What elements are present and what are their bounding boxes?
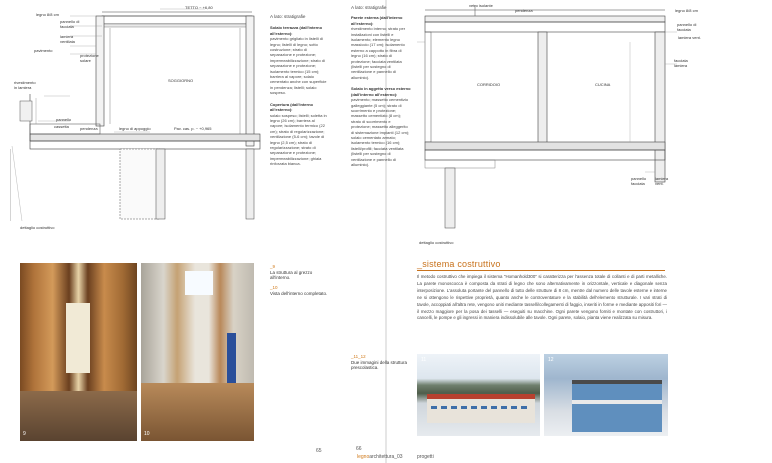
left-page: [0, 0, 385, 463]
spec-column-left: [270, 14, 328, 167]
brand-series: architettura_03: [369, 454, 403, 460]
spec-block: [351, 15, 411, 80]
photo-number: 10: [144, 431, 150, 437]
wall-right: [246, 16, 254, 146]
spec-block: [270, 102, 328, 167]
label-pendenza: pendenza: [515, 8, 533, 13]
wall-center: [538, 32, 547, 144]
label-pannello-facciata: pannello di facciata: [60, 19, 80, 29]
spec-title: Solaio in aggetto verso esterno (dall'interno all'esterno):: [351, 86, 411, 97]
section-title: _sistema costruttivo: [417, 259, 501, 269]
label-pannello: pannello: [56, 117, 72, 122]
spec-column-right: [351, 5, 411, 167]
label-quota: Pav. cas. p. ~ +0,965: [174, 126, 212, 131]
label-protezione: protezione solare: [80, 53, 99, 63]
label-legno: legno 8/8 cm: [36, 12, 59, 17]
drawing-title-right: dettaglio costruttivo: [419, 240, 454, 245]
label-lamiera-vent: lamiera vent.: [655, 176, 669, 186]
photo-number: 11: [421, 357, 427, 363]
page-number-left: 65: [316, 448, 322, 454]
label-pendenza: pendenza: [80, 126, 98, 131]
spec-text: pavimento grigliato in listelli di legno; listelli di legno; sotto costruzione; strato di separazione e protezione; impermeabilizzazione; strato di separazione e protezione; isolamento termico (15 cm); barriera al vapore; solaio cementato anche con superficie in pendenza; listelli; solaio sospeso.: [270, 36, 327, 96]
photo-number: 12: [548, 357, 554, 363]
photo-11: [417, 354, 540, 436]
drawing-title-left: dettaglio costruttivo: [20, 225, 55, 230]
caption-9: [270, 264, 330, 281]
photo-10: [141, 263, 254, 441]
label-legno-appoggio: legno di appoggio: [119, 126, 151, 131]
label-pannello-facc: pannello facciata: [631, 176, 647, 186]
room-label-corridoio: CORRIDOIO: [477, 82, 501, 87]
caption-number: _10: [270, 285, 278, 290]
label-lamiera: lamiera vent.: [678, 35, 701, 40]
label-pavimento: pavimento: [34, 48, 53, 53]
caption-text: La struttura al grezzo all'interno.: [270, 269, 313, 280]
brand-name: legno: [357, 454, 370, 460]
spec-title: Copertura (dall'interno all'esterno):: [270, 101, 313, 113]
footer-section: progetti: [417, 454, 434, 460]
roof-slab: [425, 16, 665, 22]
roof-slab: [102, 16, 252, 24]
room-label-cucina: CUCINA: [595, 82, 611, 87]
caption-text: Due immagini della struttura prescolastica.: [351, 359, 408, 370]
wall-left: [425, 32, 431, 142]
label-legno: legno 8/8 cm: [675, 8, 698, 13]
caption-11-12: [351, 354, 411, 371]
spec-heading: A lato: stratigrafie: [270, 14, 306, 19]
wall-right: [655, 32, 665, 182]
page-number-right: 66: [356, 446, 362, 452]
spec-text: rivestimento interno; strato per installazioni con listelli e isolamento; elemento legno massiccio (17 cm); isolamento esterno a cappotto in fibra di legno (16 cm); strato di protezione; facciata ventilata (listelli per sostegno di ventilazione e pannello di alluminio).: [351, 26, 406, 80]
label-tetto: TETTO ~ +6,80: [185, 5, 213, 10]
room-label-soggiorno: SOGGIORNO: [168, 78, 194, 83]
label-facciata-lamiera: facciata lamiera: [674, 58, 688, 68]
spec-title: Parete esterna (dall'interno all'esterno):: [351, 15, 403, 26]
section-drawing-right: [415, 2, 695, 232]
floor-slab: [425, 142, 665, 150]
photo-12: [544, 354, 668, 436]
section-rule: [417, 270, 665, 271]
caption-10: [270, 285, 330, 296]
label-pannello-facciata: pannello di facciata: [677, 22, 697, 32]
section-drawing-left: [10, 6, 268, 221]
label-rivestimento: rivestimento in lamiera: [14, 80, 36, 90]
photo-number: 9: [23, 431, 26, 437]
spec-title: Solaio terrazza (dall'interno all'esterno):: [270, 25, 323, 36]
label-lamiera: lamiera ventilata: [60, 34, 75, 44]
spec-block: [270, 25, 328, 95]
floor-slab: [30, 134, 260, 141]
spec-text: solaio sospeso; listelli; soletta in legno (26 cm); barriera al vapore; isolamento termico (22 cm); strato di regolarizzazione; ventilazione (5-6 cm); tavole di legno (2,5 cm); strato di regolarizzazione; strato di separazione e protezione; impermeabilizzazione; ghiaia rinforzata bianca.: [270, 112, 327, 167]
wall-left: [96, 16, 104, 126]
caption-number: _11_12: [351, 354, 366, 359]
footer-brand: [357, 454, 403, 460]
spec-heading: A lato: stratigrafie: [351, 5, 387, 10]
section-body: Il metodo costruttivo che impiega il sistema "Homanhold300" si caratterizza per l'assenza totale di collanti e di parti metalliche. La parete monoscocca è composta da strati di legno che sono alternativamente in orizzontale, verticale e diagonale senza interposizione. L'assoluta portante del pannello di tutto delle strutture di 8 cm, mentre dal numero delle tavole esterne e interne ne si ottengono le rispettive proprietà, quanto anche le controventature e la stabilità dell'elemento strutturale. I vari strati di tavole, accoppiati all'altra rete, vengono uniti mediante tasselli/collegamenti di faggio, inseriti in forme e mediante appositi fori — il mezzo maggiore per la posa dei tasselli — eseguiti su macchine. Ogni parete vengono forniti e montate con costruttori, i cancelli, le pompe e gli ingressi in maniera indissolubile alle tavole. Ogni parete, solaio, pianta viene realizzata su misura.: [417, 274, 667, 321]
right-page: [351, 0, 772, 463]
label-cassetta: cassetta: [54, 124, 69, 129]
label-vetro: vetro isolante: [469, 3, 493, 8]
caption-number: _9: [270, 264, 276, 269]
spec-block: [351, 86, 411, 167]
spec-text: pavimento; massetto cementizio galleggiante (5 cm); strato di scorrimento e protezione; massetto cementizio (8 cm); strato di scorrimento e protezione; massetto alleggerito di sistemazione impianti (12 cm); solaio cementato armato; isolamento termico (16 cm); listelli/profili; facciata ventilata (listelli per sostegno di ventilazione e pannello di alluminio).: [351, 97, 410, 167]
caption-text: Vista dell'interno completato.: [270, 290, 328, 296]
photo-9: [20, 263, 137, 441]
